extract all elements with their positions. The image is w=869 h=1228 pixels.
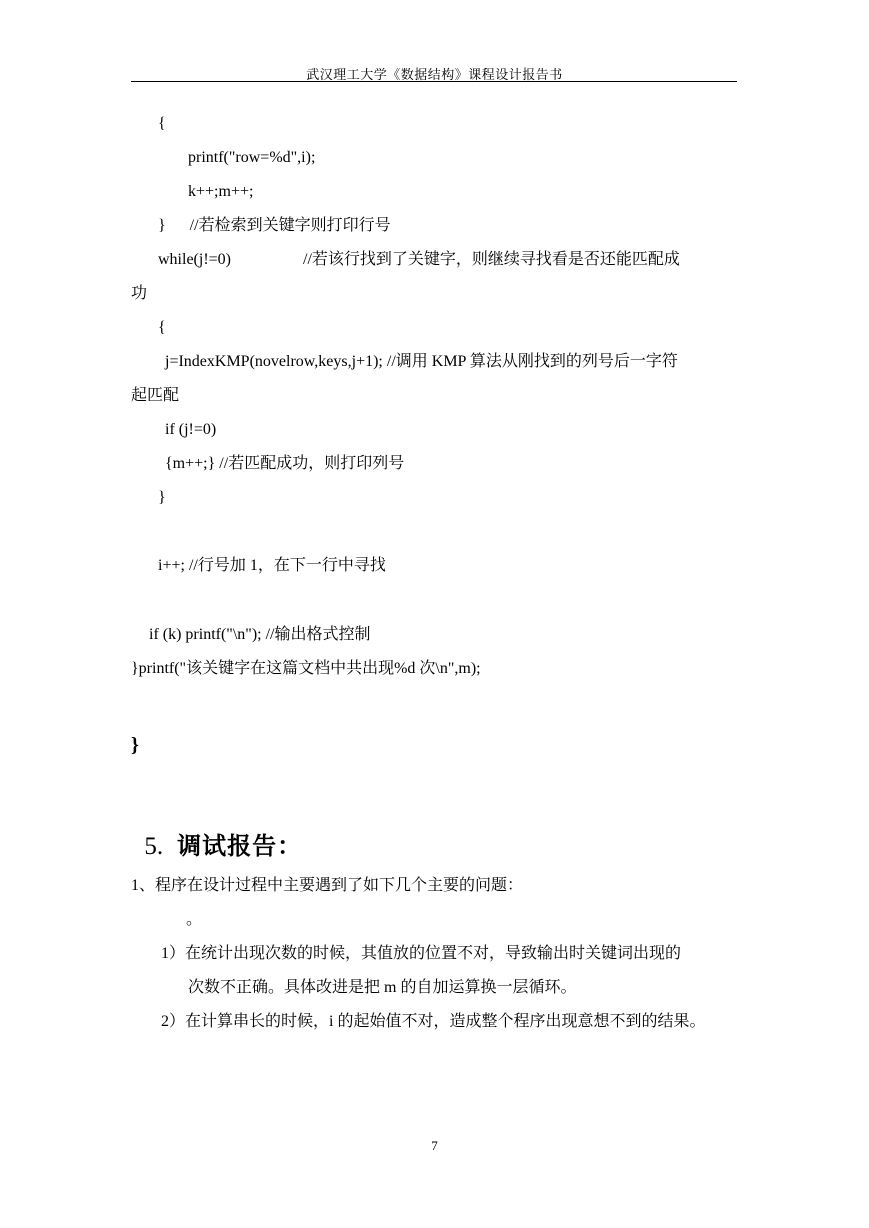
code-line: printf("row=%d",i); [188,149,316,166]
code-line: while(j!=0) //若该行找到了关键字，则继续寻找看是否还能匹配成 [158,251,680,268]
closing-brace: } [131,734,139,756]
code-line: i++; //行号加 1，在下一行中寻找 [158,557,386,574]
section-number: 5. [144,833,164,860]
code-line: { [158,115,166,132]
section-title: 调试报告： [177,833,303,860]
report-item-1: 1）在统计出现次数的时候，其值放的位置不对，导致输出时关键词出现的 [161,945,682,962]
code-line: {m++;} //若匹配成功，则打印列号 [165,455,405,472]
stray-mark: 。 [186,911,203,928]
header-rule [131,81,737,82]
code-line: } [158,489,166,506]
code-line: { [158,319,166,336]
report-item-1-continued: 次数不正确。具体改进是把 m 的自加运算换一层循环。 [188,979,577,996]
code-line: j=IndexKMP(novelrow,keys,j+1); //调用 KMP 算法从刚找到的列号后一字符 [165,353,678,370]
page-number: 7 [431,1138,438,1153]
code-line: k++;m++; [188,183,254,200]
report-item-2: 2）在计算串长的时候，i 的起始值不对，造成整个程序出现意想不到的结果。 [161,1013,706,1030]
code-line: } //若检索到关键字则打印行号 [158,217,391,234]
report-intro: 1、程序在设计过程中主要遇到了如下几个主要的问题： [131,877,524,894]
code-line: }printf("该关键字在这篇文档中共出现%d 次\n",m); [131,660,481,677]
code-line: if (j!=0) [165,421,217,438]
code-line: 功 [131,285,148,302]
code-line: 起匹配 [131,387,180,404]
section-heading [131,802,302,862]
code-line: if (k) printf("\n"); //输出格式控制 [149,626,371,643]
header-title: 武汉理工大学《数据结构》课程设计报告书 [306,67,563,82]
